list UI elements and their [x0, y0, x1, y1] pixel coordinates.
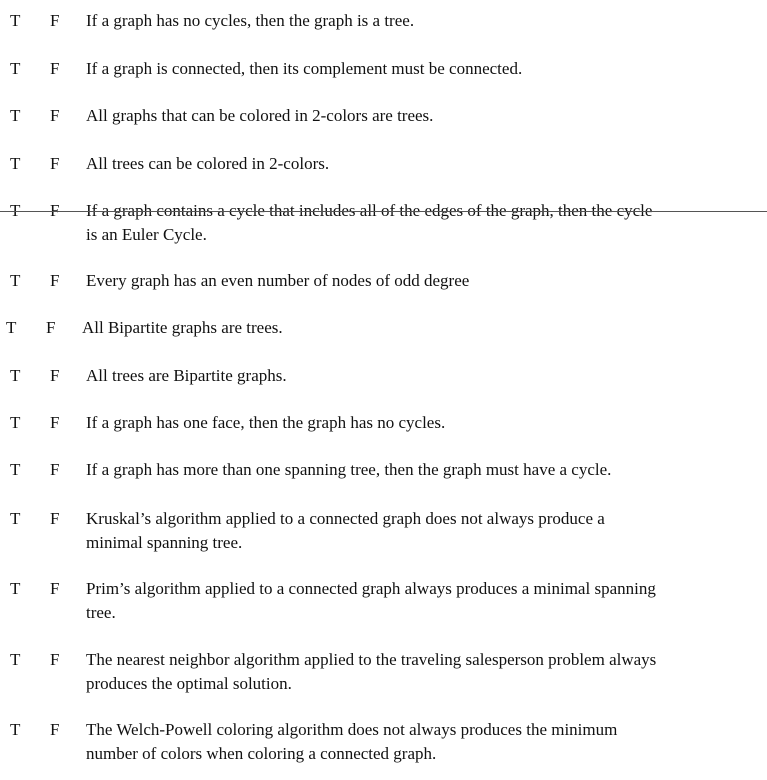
false-option[interactable]: F [50, 413, 60, 432]
question-13 [0, 648, 767, 696]
question-text [86, 458, 756, 482]
question-text [86, 718, 756, 766]
true-option[interactable]: T [10, 11, 21, 30]
false-option[interactable]: F [50, 460, 60, 479]
question-line-2: is an Euler Cycle. [86, 225, 207, 244]
question-line-1: If a graph is connected, then its complement must be connected. [86, 59, 523, 78]
strikethrough-line [0, 211, 767, 212]
question-line-1: If a graph contains a cycle that includes all of the edges of the graph, then the cycle [86, 201, 653, 220]
question-line-1: All graphs that can be colored in 2-colors are trees. [86, 106, 434, 125]
true-option[interactable]: T [10, 271, 21, 290]
question-text [86, 199, 756, 247]
true-option[interactable]: T [10, 59, 21, 78]
question-line-1: All trees are Bipartite graphs. [86, 366, 287, 385]
question-line-1: Prim’s algorithm applied to a connected graph always produces a minimal spanning [86, 579, 656, 598]
question-line-1: Kruskal’s algorithm applied to a connected graph does not always produce a [86, 509, 605, 528]
question-text [86, 9, 756, 33]
false-option[interactable]: F [50, 509, 60, 528]
false-option[interactable]: F [50, 201, 60, 220]
false-option[interactable]: F [50, 106, 60, 125]
question-14 [0, 718, 767, 766]
false-option[interactable]: F [50, 11, 60, 30]
question-line-2: tree. [86, 603, 116, 622]
false-option[interactable]: F [50, 366, 60, 385]
true-option[interactable]: T [10, 579, 21, 598]
question-text [86, 104, 756, 128]
false-option[interactable]: F [50, 720, 60, 739]
question-line-1: If a graph has one face, then the graph has no cycles. [86, 413, 446, 432]
false-option[interactable]: F [50, 59, 60, 78]
question-line-1: All trees can be colored in 2-colors. [86, 154, 330, 173]
question-line-1: If a graph has more than one spanning tree, then the graph must have a cycle. [86, 460, 612, 479]
question-line-1: Every graph has an even number of nodes of odd degree [86, 271, 470, 290]
true-option[interactable]: T [10, 460, 21, 479]
true-option[interactable]: T [10, 509, 21, 528]
question-12 [0, 577, 767, 625]
false-option[interactable]: F [50, 154, 60, 173]
question-line-2: produces the optimal solution. [86, 674, 292, 693]
question-11 [0, 507, 767, 555]
question-line-1: The nearest neighbor algorithm applied to the traveling salesperson problem always [86, 650, 657, 669]
true-option[interactable]: T [10, 154, 21, 173]
false-option[interactable]: F [50, 579, 60, 598]
true-option[interactable]: T [10, 720, 21, 739]
true-option[interactable]: T [10, 650, 21, 669]
false-option[interactable]: F [50, 650, 60, 669]
question-text [86, 57, 756, 81]
question-line-2: minimal spanning tree. [86, 533, 243, 552]
true-option[interactable]: T [10, 201, 21, 220]
question-text [86, 648, 756, 696]
false-option[interactable]: F [46, 318, 56, 337]
question-text [86, 152, 756, 176]
question-text [86, 269, 756, 293]
question-text [86, 411, 756, 435]
question-text [86, 577, 756, 625]
false-option[interactable]: F [50, 271, 60, 290]
true-option[interactable]: T [10, 366, 21, 385]
question-text [86, 364, 756, 388]
true-option[interactable]: T [10, 413, 21, 432]
question-5 [0, 199, 767, 247]
question-text [86, 507, 756, 555]
question-line-2: number of colors when coloring a connected graph. [86, 744, 437, 763]
question-line-1: If a graph has no cycles, then the graph is a tree. [86, 11, 415, 30]
question-line-1: The Welch-Powell coloring algorithm does not always produces the minimum [86, 720, 618, 739]
true-option[interactable]: T [10, 106, 21, 125]
true-option[interactable]: T [6, 318, 17, 337]
question-text [82, 316, 752, 340]
question-line-1: All Bipartite graphs are trees. [82, 318, 283, 337]
